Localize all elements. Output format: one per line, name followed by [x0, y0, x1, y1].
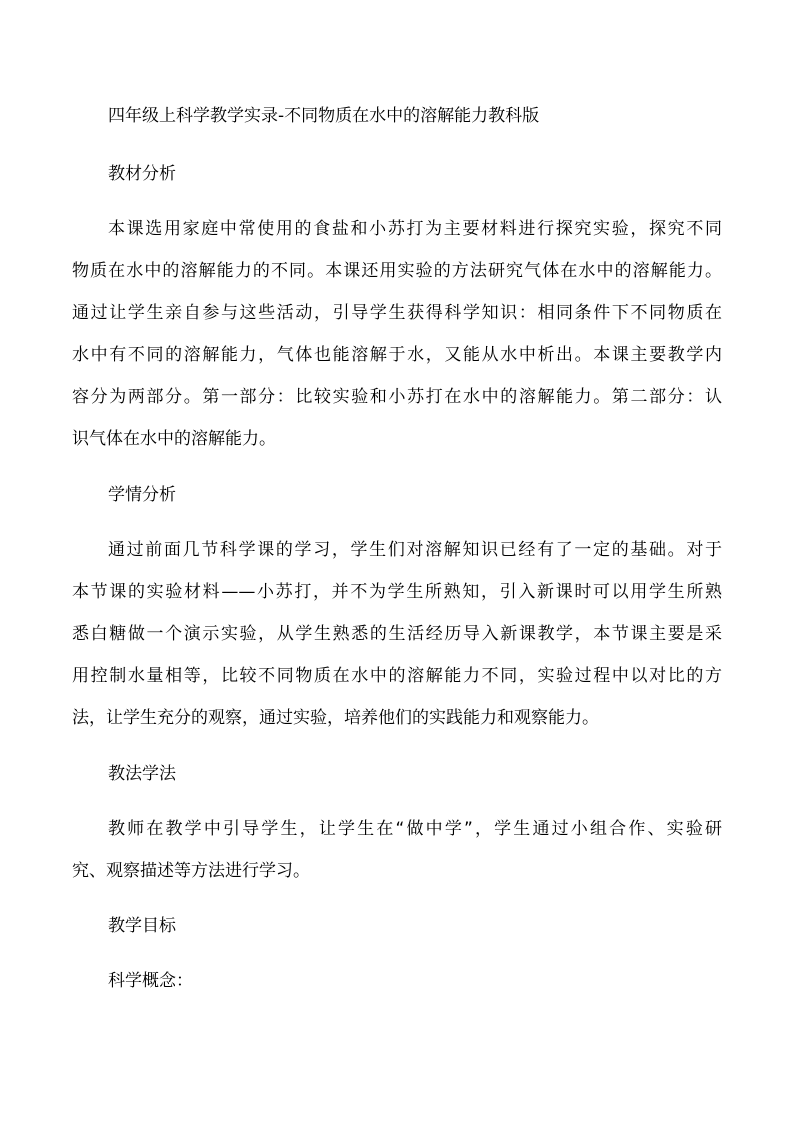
paragraph-line: 物质在水中的溶解能力的不同。本课还用实验的方法研究气体在水中的溶解能力。 — [72, 261, 722, 281]
section-heading: 教学目标 — [108, 916, 176, 936]
paragraph-line: 用控制水量相等，比较不同物质在水中的溶解能力不同，实验过程中以对比的方 — [72, 666, 722, 686]
paragraph-line: 究、观察描述等方法进行学习。 — [72, 861, 310, 881]
section-heading: 学情分析 — [108, 485, 176, 505]
paragraph-line: 容分为两部分。第一部分：比较实验和小苏打在水中的溶解能力。第二部分：认 — [72, 387, 722, 407]
paragraph-line: 识气体在水中的溶解能力。 — [72, 429, 276, 449]
paragraph-line: 水中有不同的溶解能力，气体也能溶解于水，又能从水中析出。本课主要教学内 — [72, 345, 722, 365]
paragraph-line: 通过前面几节科学课的学习，学生们对溶解知识已经有了一定的基础。对于 — [108, 540, 722, 560]
paragraph-line: 本节课的实验材料——小苏打，并不为学生所熟知，引入新课时可以用学生所熟 — [72, 582, 722, 602]
paragraph-line: 悉白糖做一个演示实验，从学生熟悉的生活经历导入新课教学，本节课主要是采 — [72, 624, 722, 644]
paragraph-line: 法，让学生充分的观察，通过实验，培养他们的实践能力和观察能力。 — [72, 708, 599, 728]
paragraph-line: 本课选用家庭中常使用的食盐和小苏打为主要材料进行探究实验，探究不同 — [108, 219, 722, 239]
section-heading: 教法学法 — [108, 764, 176, 784]
document-title: 四年级上科学教学实录-不同物质在水中的溶解能力教科版 — [108, 106, 540, 126]
paragraph-line: 教师在教学中引导学生，让学生在“做中学”，学生通过小组合作、实验研 — [108, 819, 722, 839]
paragraph-line: 通过让学生亲自参与这些活动，引导学生获得科学知识：相同条件下不同物质在 — [72, 303, 722, 323]
subheading: 科学概念： — [108, 971, 193, 991]
section-heading: 教材分析 — [108, 164, 176, 184]
